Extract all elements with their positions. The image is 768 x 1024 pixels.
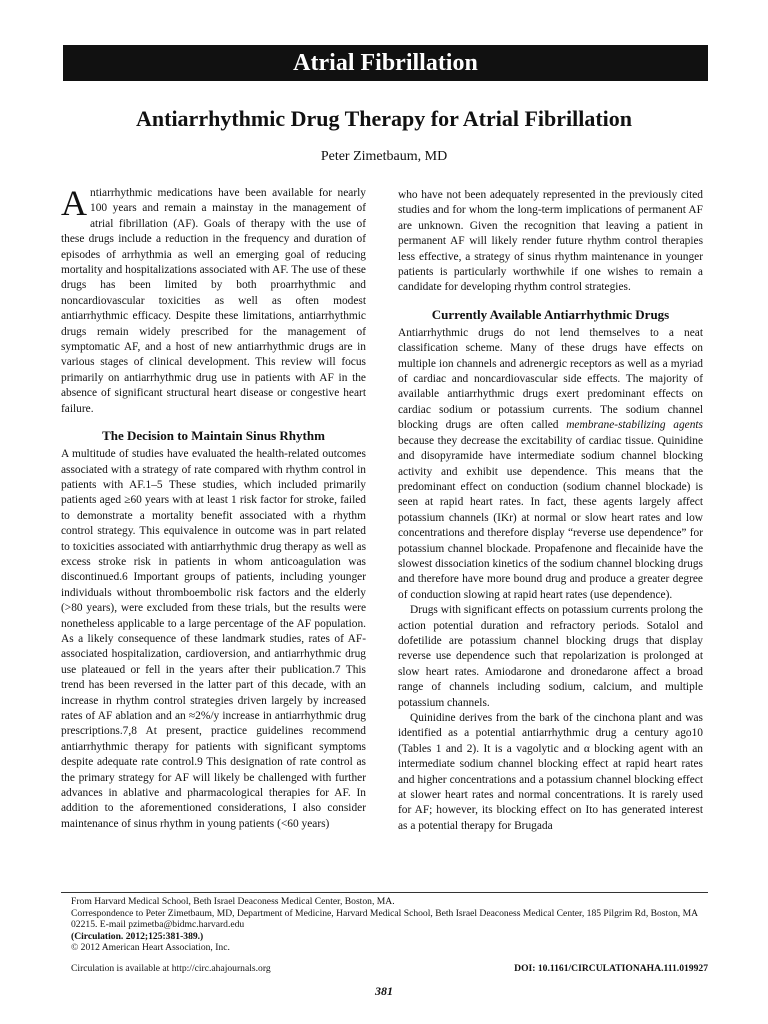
body-paragraph: Drugs with significant effects on potassium currents prolong the action potential duration and refractory periods. Sotalol and dofetilide are potassium channel blocking drugs that display reverse use dependence such that repolarization is prolonged at slow heart rates. Amiodarone and dronedarone affect a broad range of channels including sodium, calcium, and multiple potassium channels.	[398, 604, 703, 709]
footnote-divider	[61, 892, 708, 893]
doi-note: DOI: 10.1161/CIRCULATIONAHA.111.019927	[514, 963, 708, 974]
section-heading-available-drugs: Currently Available Antiarrhythmic Drugs	[431, 306, 670, 322]
footer-row	[61, 962, 708, 976]
body-paragraph: Quinidine derives from the bark of the cinchona plant and was identified as a potential antiarrhythmic drug a century ago10 (Tables 1 and 2). It is a vagolytic and α blocking agent with an intermediate sodium channel blocking effect at rapid heart rates and higher concentrations and a potassium channel blocking effect at slower heart rates and normal concentrations. It is rarely used for AF; however, its blocking effect on Ito has generated interest as a potential therapy for Brugada	[398, 712, 703, 832]
paragraph-text: Antiarrhythmic drugs do not lend themselves to a neat classification scheme. Many of these drugs have effects on multiple ion channels and adrenergic receptors as well as a myriad of cardiac and noncardiovascular side effects. The majority of available antiarrhythmic drugs exert predominant effects on cardiac sodium or potassium currents. The sodium channel blocking drugs are often called	[398, 326, 703, 432]
affiliation-note: From Harvard Medical School, Beth Israel Deaconess Medical Center, Boston, MA.	[71, 896, 395, 907]
section-banner: Atrial Fibrillation	[63, 45, 708, 81]
footnotes	[61, 896, 708, 954]
italic-term: membrane-stabilizing agents	[566, 419, 703, 432]
page-number: 381	[375, 984, 393, 998]
body-paragraph	[398, 326, 703, 603]
download-sidebar	[0, 365, 30, 675]
body-paragraph: who have not been adequately represented in the previously cited studies and for whom the long-term implications of permanent AF are unknown. Given the recognition that leaving a patient in permanent AF will likely render future rhythm control therapies less effective, a strategy of sinus rhythm maintenance in younger patients is particularly worthwhile if one wishes to remain a candidate for developing rhythm control strategies.	[398, 189, 703, 294]
copyright-note: © 2012 American Heart Association, Inc.	[71, 942, 230, 954]
section-heading-sinus-rhythm: The Decision to Maintain Sinus Rhythm	[102, 428, 325, 444]
article-author: Peter Zimetbaum, MD	[320, 149, 448, 164]
left-column	[61, 186, 366, 866]
right-column	[398, 188, 703, 868]
availability-note: Circulation is available at http://circ.ahajournals.org	[71, 963, 271, 974]
drop-cap: A	[61, 186, 87, 223]
paragraph-text: because they decrease the excitability of cardiac tissue. Quinidine and disopyramide have intermediate sodium channel blocking activity and exhibit use dependence. This means that the predominant effect on conduction (sodium channel blockade) is seen at rapid heart rates. In fact, these agents largely affect potassium channels (IKr) at normal or slow heart rates and low concentrations and therefore display “reverse use dependence” for potassium channel blockade. Propafenone and flecainide have the slowest dissociation kinetics of the sodium channel blocking drugs and therefore have more bound drug and produce a greater degree of conduction slowing at rapid heart rates (use dependence).	[398, 434, 703, 601]
intro-paragraph	[61, 186, 366, 417]
intro-text: ntiarrhythmic medications have been available for nearly 100 years and remain a mainstay in the management of atrial fibrillation (AF). Goals of therapy with the use of these drugs include a reduction in the frequency and duration of episodes of arrhythmia as well an emerging goal of reducing mortality and hospitalizations associated with AF. The use of these drugs has been limited by both proarrhythmic and noncardiovascular toxicities as well as often modest antiarrhythmic efficacy. Despite these limitations, antiarrhythmic drugs remain widely prescribed for the management of symptomatic AF, and a host of new antiarrhythmic drugs are in various stages of clinical development. This review will focus primarily on antiarrhythmic drug use in patients with AF in the absence of significant structural heart disease or congestive heart failure.	[61, 187, 366, 415]
correspondence-note: Correspondence to Peter Zimetbaum, MD, Department of Medicine, Harvard Medical School, Beth Israel Deaconess Medical Center, 185 Pilgrim Rd, Boston, MA 02215. E-mail pzimetba@bidmc.harvard.edu	[71, 907, 698, 931]
body-paragraph: A multitude of studies have evaluated the health-related outcomes associated with a strategy of rate compared with rhythm control in patients with AF.1–5 These studies, which included primarily patients aged ≥60 years with at least 1 risk factor for stroke, failed to demonstrate a mortality benefit associated with a rhythm control strategy. This equivalence in outcome was in part related to toxicities associated with antiarrhythmic drug therapy as well as excess stroke risk in patients in whom anticoagulation was discontinued.6 Important groups of patients, including younger individuals without thromboembolic risk factors and the elderly (>80 years), were excluded from these trials, but the results were nonetheless applicable to a large percentage of the AF population. As a likely consequence of these landmark studies, rates of AF-associated hospitalization, cardioversion, and antiarrhythmic drug use plateaued or fell in the years after their publication.7 This trend has been reversed in the latter part of this decade, with an increase in rhythm control strategies driven largely by increased rates of AF ablation and an ≈2%/y increase in antiarrhythmic drug prescriptions.7,8 At present, practice guidelines recommend antiarrhythmic therapy for patients with significant symptoms despite adequate rate control.9 This designation of rate control as the primary strategy for AF will likely be challenged with further advances in ablative and pharmacological therapies for AF. In addition to the aforementioned considerations, I also consider maintenance of sinus rhythm in young patients (<60 years)	[61, 448, 366, 830]
article-title: Antiarrhythmic Drug Therapy for Atrial Fibrillation	[136, 106, 632, 131]
citation-note: (Circulation. 2012;125:381-389.)	[71, 930, 204, 942]
